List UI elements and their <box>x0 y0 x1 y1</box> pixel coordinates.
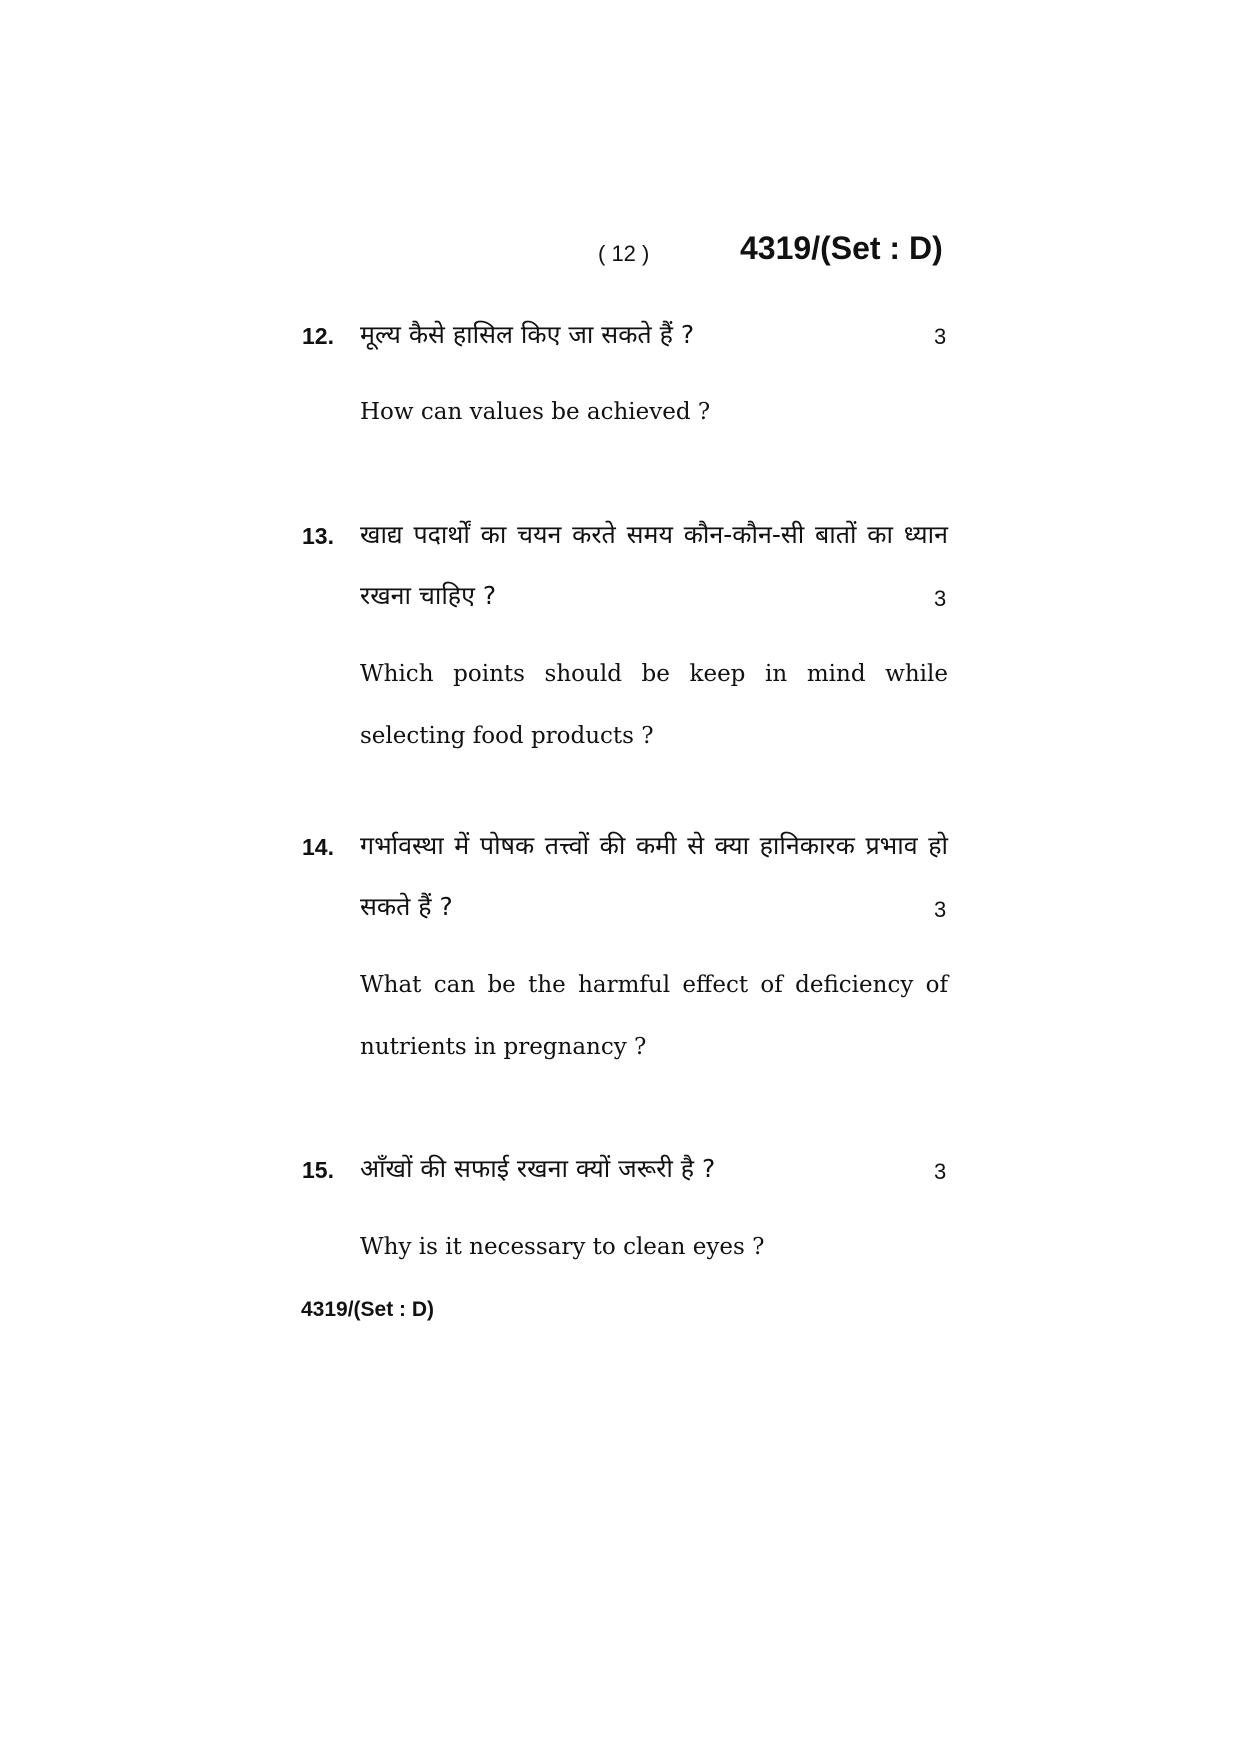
question-13-english-line-1: Which points should be keep in mind while <box>360 661 948 687</box>
question-12-marks: 3 <box>934 324 947 349</box>
question-12-english: How can values be achieved ? <box>360 399 711 425</box>
question-14-english-line-1: What can be the harmful effect of deficiency of <box>360 972 948 998</box>
question-15-marks: 3 <box>934 1159 947 1184</box>
paper-code-footer: 4319/(Set : D) <box>301 1298 435 1321</box>
question-14-marks: 3 <box>934 897 947 922</box>
paper-code-header: 4319/(Set : D) <box>740 230 943 266</box>
question-14-number: 14. <box>302 834 334 860</box>
page-number: ( 12 ) <box>598 241 650 266</box>
question-13-hindi-line-2: रखना चाहिए ? <box>360 581 497 610</box>
question-15-hindi: आँखों की सफाई रखना क्यों जरूरी है ? <box>360 1154 716 1183</box>
question-13-hindi-line-1: खाद्य पदार्थों का चयन करते समय कौन-कौन-सी बातों का ध्यान <box>360 520 948 549</box>
question-14-english-line-2: nutrients in pregnancy ? <box>360 1034 647 1060</box>
question-13-number: 13. <box>302 523 334 549</box>
question-15-english: Why is it necessary to clean eyes ? <box>360 1234 765 1260</box>
question-14-hindi-line-1: गर्भावस्था में पोषक तत्त्वों की कमी से क्या हानिकारक प्रभाव हो <box>360 831 948 860</box>
question-12-hindi: मूल्य कैसे हासिल किए जा सकते हैं ? <box>360 320 695 349</box>
question-14-hindi-line-2: सकते हैं ? <box>360 892 453 921</box>
question-13-english-line-2: selecting food products ? <box>360 723 654 749</box>
question-13-marks: 3 <box>934 586 947 611</box>
question-12-number: 12. <box>302 323 334 349</box>
question-15-number: 15. <box>302 1157 334 1183</box>
